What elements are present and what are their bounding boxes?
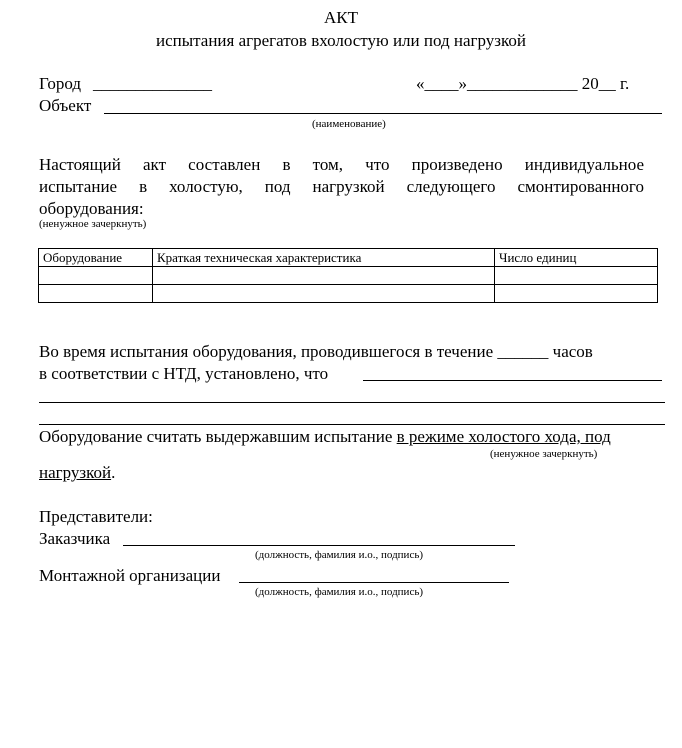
conclusion-note: (ненужное зачеркнуть): [490, 448, 598, 460]
table-cell[interactable]: [495, 285, 658, 303]
conclusion-end: .: [111, 463, 116, 482]
date-field[interactable]: «____»_____________ 20__ г.: [416, 74, 630, 93]
table-cell[interactable]: [153, 285, 495, 303]
document-title: АКТ: [324, 8, 358, 27]
object-caption: (наименование): [312, 118, 386, 130]
findings-field-line[interactable]: [363, 380, 662, 381]
customer-signature-line[interactable]: [123, 545, 515, 546]
table-cell[interactable]: [39, 267, 153, 285]
representatives-heading: Представители:: [39, 507, 153, 526]
table-header: Краткая техническая характеристика: [153, 249, 495, 267]
testing-line-1: Во время испытания оборудования, проводившегося в течение ______ часов: [39, 342, 593, 361]
intro-line-1: Настоящий акт составлен в том, что произведено индивидуальное: [39, 155, 644, 174]
intro-line-2: испытание в холостую, под нагрузкой следующего смонтированного: [39, 177, 644, 196]
contractor-signature-line[interactable]: [239, 582, 509, 583]
customer-caption: (должность, фамилия и.о., подпись): [255, 549, 424, 561]
findings-line-3[interactable]: [39, 424, 665, 425]
findings-line-2[interactable]: [39, 402, 665, 403]
table-cell[interactable]: [495, 267, 658, 285]
city-label: Город: [39, 74, 81, 93]
table-cell[interactable]: [39, 285, 153, 303]
table-header-row: [39, 249, 658, 267]
equipment-table: [38, 248, 658, 303]
testing-line-2: в соответствии с НТД, установлено, что: [39, 364, 329, 383]
intro-line-3: оборудования:: [39, 199, 144, 218]
conclusion-text: Оборудование считать выдержавшим испытание: [39, 427, 397, 446]
table-cell[interactable]: [153, 267, 495, 285]
test-modes-option-cont: нагрузкой: [39, 463, 112, 482]
conclusion-line-2: [39, 463, 115, 483]
table-header: Число единиц: [495, 249, 658, 267]
table-row: [39, 285, 658, 303]
city-field[interactable]: ______________: [93, 74, 212, 93]
customer-label: Заказчика: [39, 529, 111, 548]
contractor-label: Монтажной организации: [39, 566, 221, 585]
conclusion-line-1: [39, 427, 611, 447]
intro-note: (ненужное зачеркнуть): [39, 218, 147, 230]
table-row: [39, 267, 658, 285]
contractor-caption: (должность, фамилия и.о., подпись): [255, 586, 424, 598]
object-field-line[interactable]: [104, 113, 662, 114]
object-label: Объект: [39, 96, 92, 115]
table-header: Оборудование: [39, 249, 153, 267]
document-subtitle: испытания агрегатов вхолостую или под нагрузкой: [155, 31, 527, 50]
test-modes-option: в режиме холостого хода, под: [396, 427, 611, 446]
